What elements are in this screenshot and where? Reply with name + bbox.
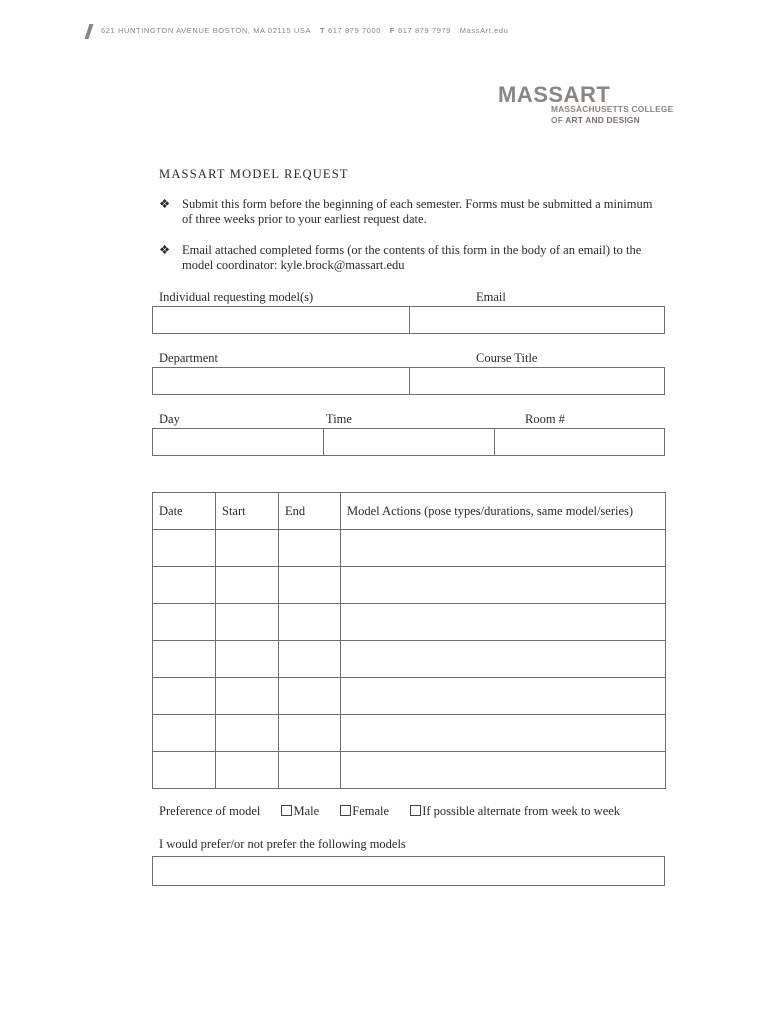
table-row: [153, 604, 666, 641]
preference-label: Preference of model: [159, 804, 261, 818]
model-actions-cell[interactable]: [341, 678, 666, 715]
end-cell[interactable]: [279, 752, 341, 789]
instruction-bullet: [159, 197, 659, 229]
department-label: Department: [159, 351, 219, 365]
time-label: Time: [326, 412, 352, 426]
start-cell[interactable]: [216, 678, 279, 715]
logo-highlight: ART AND DESIGN: [565, 115, 640, 125]
date-cell[interactable]: [153, 567, 216, 604]
model-actions-cell[interactable]: [341, 752, 666, 789]
model-actions-cell[interactable]: [341, 530, 666, 567]
form-title: MASSART MODEL REQUEST: [159, 167, 349, 181]
start-cell[interactable]: [216, 641, 279, 678]
model-actions-cell[interactable]: [341, 641, 666, 678]
logo-line-2: OF ART AND DESIGN: [551, 115, 640, 125]
time-input[interactable]: [324, 429, 494, 455]
date-cell[interactable]: [153, 530, 216, 567]
table-row: [153, 530, 666, 567]
individual-input[interactable]: [153, 307, 409, 333]
email-input[interactable]: [410, 307, 664, 333]
table-row: [153, 678, 666, 715]
letterhead-slash-mark: [85, 24, 94, 39]
email-label: Email: [476, 290, 506, 304]
instruction-bullet: [159, 243, 659, 275]
department-input[interactable]: [153, 368, 409, 394]
instruction-text: Submit this form before the beginning of each semester. Forms must be submitted a minimum of three weeks prior to your earliest request date.: [182, 197, 653, 226]
female-checkbox[interactable]: [340, 805, 351, 816]
date-header: Date: [153, 493, 216, 530]
model-actions-header: Model Actions (pose types/durations, same model/series): [341, 493, 666, 530]
day-input[interactable]: [153, 429, 323, 455]
male-checkbox[interactable]: [281, 805, 292, 816]
end-cell[interactable]: [279, 641, 341, 678]
preference-row: [159, 804, 620, 819]
prefer-models-input[interactable]: [152, 856, 665, 886]
massart-logo: MASSART: [498, 82, 611, 107]
alternate-checkbox[interactable]: [410, 805, 421, 816]
end-cell[interactable]: [279, 530, 341, 567]
end-cell[interactable]: [279, 715, 341, 752]
end-header: End: [279, 493, 341, 530]
table-row: [153, 715, 666, 752]
model-actions-cell[interactable]: [341, 604, 666, 641]
schedule-table: [152, 492, 666, 789]
day-label: Day: [159, 412, 180, 426]
female-option[interactable]: Female: [340, 804, 389, 818]
start-cell[interactable]: [216, 752, 279, 789]
date-cell[interactable]: [153, 715, 216, 752]
end-cell[interactable]: [279, 678, 341, 715]
room-label: Room #: [525, 412, 565, 426]
start-cell[interactable]: [216, 530, 279, 567]
tel-number: 617 879 7000: [328, 26, 382, 35]
prefer-models-label: I would prefer/or not prefer the following models: [159, 837, 406, 851]
day-time-room-field-row: [152, 428, 665, 456]
date-cell[interactable]: [153, 678, 216, 715]
individual-label: Individual requesting model(s): [159, 290, 314, 304]
website-link[interactable]: MassArt.edu: [459, 26, 509, 35]
start-cell[interactable]: [216, 715, 279, 752]
alternate-option[interactable]: If possible alternate from week to week: [410, 804, 620, 818]
date-cell[interactable]: [153, 641, 216, 678]
bullet-icon: ❖: [159, 243, 171, 257]
date-cell[interactable]: [153, 604, 216, 641]
department-course-field-row: [152, 367, 665, 395]
end-cell[interactable]: [279, 604, 341, 641]
logo-line-1: MASSACHUSETTS COLLEGE: [551, 104, 674, 114]
individual-email-field-row: [152, 306, 665, 334]
start-cell[interactable]: [216, 567, 279, 604]
table-row: [153, 752, 666, 789]
start-header: Start: [216, 493, 279, 530]
start-cell[interactable]: [216, 604, 279, 641]
address-text: 621 HUNTINGTON AVENUE BOSTON, MA 02115 USA: [101, 26, 312, 35]
room-input[interactable]: [495, 429, 664, 455]
letterhead-address-line: [101, 26, 514, 35]
table-row: [153, 567, 666, 604]
table-row: [153, 641, 666, 678]
logo-subtitle: [551, 104, 673, 126]
model-actions-cell[interactable]: [341, 715, 666, 752]
course-title-input[interactable]: [410, 368, 664, 394]
end-cell[interactable]: [279, 567, 341, 604]
bullet-icon: ❖: [159, 197, 171, 211]
fax-number: 617 879 7979: [397, 26, 452, 35]
model-actions-cell[interactable]: [341, 567, 666, 604]
male-option[interactable]: Male: [281, 804, 319, 818]
schedule-header-row: [153, 493, 666, 530]
tel-label: T: [319, 26, 325, 35]
course-title-label: Course Title: [476, 351, 538, 365]
date-cell[interactable]: [153, 752, 216, 789]
fax-label: F: [389, 26, 395, 35]
instruction-text: Email attached completed forms (or the contents of this form in the body of an email) to the model coordinator: kyle.brock@massart.edu: [182, 243, 642, 272]
